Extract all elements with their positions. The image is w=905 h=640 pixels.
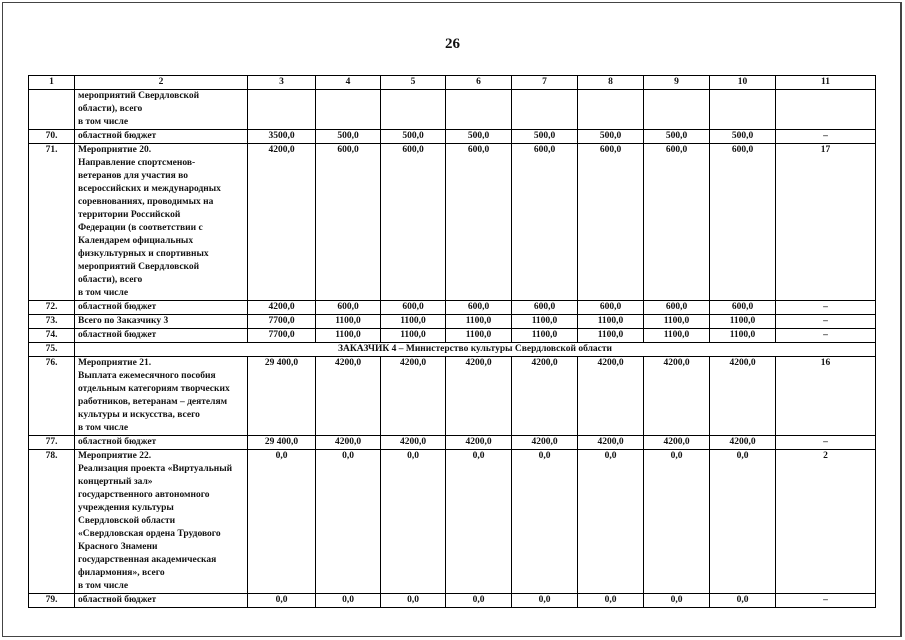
- value-cell: 600,0: [710, 144, 776, 301]
- value-cell: 1100,0: [578, 329, 644, 343]
- value-cell: 600,0: [512, 301, 578, 315]
- description-line: учреждения культуры: [78, 503, 174, 513]
- header-cell: 2: [75, 76, 248, 90]
- value-cell: 3500,0: [248, 130, 316, 144]
- value-cell: 1100,0: [381, 329, 446, 343]
- value-cell: [446, 90, 512, 130]
- value-cell: 600,0: [578, 301, 644, 315]
- budget-table: [28, 75, 876, 608]
- item-description: [75, 144, 248, 301]
- item-description: [75, 90, 248, 130]
- indicator-cell: –: [776, 594, 876, 608]
- value-cell: 600,0: [381, 301, 446, 315]
- value-cell: [316, 90, 381, 130]
- value-cell: 1100,0: [644, 329, 710, 343]
- value-cell: 0,0: [248, 450, 316, 594]
- value-cell: [710, 90, 776, 130]
- description-line: Календарем официальных: [78, 236, 194, 246]
- value-cell: 0,0: [578, 594, 644, 608]
- description-line: Свердловской области: [78, 516, 176, 526]
- value-cell: 1100,0: [446, 329, 512, 343]
- description-line: Мероприятие 22.: [78, 451, 152, 461]
- description-line: Мероприятие 21.: [78, 358, 152, 368]
- value-cell: 600,0: [316, 301, 381, 315]
- value-cell: 1100,0: [512, 315, 578, 329]
- value-cell: 500,0: [381, 130, 446, 144]
- value-cell: [578, 90, 644, 130]
- row-number: 71.: [29, 144, 75, 301]
- value-cell: 0,0: [710, 450, 776, 594]
- description-line: концертный зал»: [78, 477, 153, 487]
- value-cell: 500,0: [512, 130, 578, 144]
- description-line: Федерации (в соответствии с: [78, 223, 203, 233]
- value-cell: 1100,0: [381, 315, 446, 329]
- description-line: соревнованиях, проводимых на: [78, 197, 214, 207]
- value-cell: 4200,0: [446, 357, 512, 436]
- description-line: филармония», всего: [78, 568, 165, 578]
- indicator-cell: 16: [776, 357, 876, 436]
- header-cell: 7: [512, 76, 578, 90]
- indicator-cell: –: [776, 130, 876, 144]
- value-cell: 4200,0: [381, 436, 446, 450]
- value-cell: 4200,0: [381, 357, 446, 436]
- header-cell: 6: [446, 76, 512, 90]
- indicator-cell: –: [776, 436, 876, 450]
- description-line: физкультурных и спортивных: [78, 249, 209, 259]
- value-cell: 0,0: [316, 594, 381, 608]
- value-cell: 29 400,0: [248, 357, 316, 436]
- value-cell: 1100,0: [512, 329, 578, 343]
- value-cell: 0,0: [381, 450, 446, 594]
- header-cell: 11: [776, 76, 876, 90]
- value-cell: 0,0: [512, 450, 578, 594]
- row-number: 74.: [29, 329, 75, 343]
- header-cell: 9: [644, 76, 710, 90]
- description-line: областной бюджет: [78, 131, 157, 141]
- table-row: [29, 130, 876, 144]
- description-line: областной бюджет: [78, 302, 157, 312]
- item-description: [75, 329, 248, 343]
- value-cell: [644, 90, 710, 130]
- description-line: отдельным категориям творческих: [78, 384, 230, 394]
- value-cell: 600,0: [446, 301, 512, 315]
- value-cell: 0,0: [446, 594, 512, 608]
- value-cell: 600,0: [644, 144, 710, 301]
- value-cell: 4200,0: [644, 436, 710, 450]
- description-line: Мероприятие 20.: [78, 145, 152, 155]
- table-row: [29, 594, 876, 608]
- indicator-cell: [776, 90, 876, 130]
- row-number: [29, 90, 75, 130]
- value-cell: [512, 90, 578, 130]
- item-description: [75, 301, 248, 315]
- value-cell: 500,0: [316, 130, 381, 144]
- value-cell: 0,0: [644, 594, 710, 608]
- section-title: ЗАКАЗЧИК 4 – Министерство культуры Свердловской области: [75, 343, 876, 357]
- indicator-cell: 17: [776, 144, 876, 301]
- item-description: [75, 450, 248, 594]
- value-cell: 4200,0: [316, 357, 381, 436]
- description-line: Выплата ежемесячного пособия: [78, 371, 216, 381]
- item-description: [75, 130, 248, 144]
- value-cell: 1100,0: [710, 315, 776, 329]
- row-number: 77.: [29, 436, 75, 450]
- description-line: Направление спортсменов-: [78, 158, 196, 168]
- value-cell: [381, 90, 446, 130]
- value-cell: 500,0: [710, 130, 776, 144]
- value-cell: 4200,0: [512, 436, 578, 450]
- value-cell: 4200,0: [248, 144, 316, 301]
- row-number: 78.: [29, 450, 75, 594]
- description-line: ветеранов для участия во: [78, 171, 188, 181]
- description-line: Красного Знамени: [78, 542, 158, 552]
- description-line: государственная академическая: [78, 555, 217, 565]
- value-cell: 600,0: [644, 301, 710, 315]
- value-cell: 1100,0: [644, 315, 710, 329]
- table-row: [29, 357, 876, 436]
- description-line: работников, ветеранам – деятелям: [78, 397, 228, 407]
- value-cell: 500,0: [578, 130, 644, 144]
- item-description: [75, 357, 248, 436]
- value-cell: 1100,0: [316, 315, 381, 329]
- description-line: культуры и искусства, всего: [78, 410, 200, 420]
- indicator-cell: –: [776, 301, 876, 315]
- value-cell: 0,0: [446, 450, 512, 594]
- value-cell: 4200,0: [644, 357, 710, 436]
- value-cell: 4200,0: [512, 357, 578, 436]
- value-cell: 4200,0: [710, 357, 776, 436]
- table-row: [29, 450, 876, 594]
- header-cell: 5: [381, 76, 446, 90]
- header-row: [29, 76, 876, 90]
- page-number: 26: [445, 36, 460, 52]
- value-cell: 7700,0: [248, 315, 316, 329]
- value-cell: 1100,0: [316, 329, 381, 343]
- description-line: всероссийских и международных: [78, 184, 221, 194]
- value-cell: 0,0: [512, 594, 578, 608]
- table-row: [29, 436, 876, 450]
- value-cell: 4200,0: [446, 436, 512, 450]
- value-cell: 0,0: [578, 450, 644, 594]
- value-cell: 500,0: [446, 130, 512, 144]
- row-number: 76.: [29, 357, 75, 436]
- row-number: 75.: [29, 343, 75, 357]
- header-cell: 8: [578, 76, 644, 90]
- value-cell: 4200,0: [248, 301, 316, 315]
- value-cell: 0,0: [381, 594, 446, 608]
- value-cell: 4200,0: [578, 357, 644, 436]
- value-cell: 0,0: [644, 450, 710, 594]
- value-cell: 1100,0: [446, 315, 512, 329]
- value-cell: 4200,0: [316, 436, 381, 450]
- description-line: мероприятий Свердловской: [78, 91, 200, 101]
- indicator-cell: –: [776, 329, 876, 343]
- value-cell: 600,0: [512, 144, 578, 301]
- table-row: [29, 301, 876, 315]
- row-number: 70.: [29, 130, 75, 144]
- header-cell: 4: [316, 76, 381, 90]
- description-line: в том числе: [78, 117, 129, 127]
- value-cell: 0,0: [316, 450, 381, 594]
- description-line: государственного автономного: [78, 490, 210, 500]
- description-line: «Свердловская ордена Трудового: [78, 529, 221, 539]
- item-description: [75, 315, 248, 329]
- value-cell: 0,0: [710, 594, 776, 608]
- table-row: [29, 315, 876, 329]
- value-cell: 7700,0: [248, 329, 316, 343]
- table-row: [29, 90, 876, 130]
- description-line: в том числе: [78, 288, 129, 298]
- item-description: [75, 436, 248, 450]
- description-line: Всего по Заказчику 3: [78, 316, 169, 326]
- value-cell: 29 400,0: [248, 436, 316, 450]
- value-cell: 600,0: [446, 144, 512, 301]
- value-cell: 4200,0: [578, 436, 644, 450]
- table-row: [29, 343, 876, 357]
- table-row: [29, 329, 876, 343]
- value-cell: 1100,0: [578, 315, 644, 329]
- description-line: территории Российской: [78, 210, 181, 220]
- description-line: в том числе: [78, 423, 129, 433]
- row-number: 72.: [29, 301, 75, 315]
- description-line: мероприятий Свердловской: [78, 262, 200, 272]
- value-cell: 600,0: [381, 144, 446, 301]
- row-number: 73.: [29, 315, 75, 329]
- value-cell: 500,0: [644, 130, 710, 144]
- description-line: областной бюджет: [78, 595, 157, 605]
- value-cell: 0,0: [248, 594, 316, 608]
- header-cell: 1: [29, 76, 75, 90]
- value-cell: [248, 90, 316, 130]
- value-cell: 600,0: [710, 301, 776, 315]
- description-line: областной бюджет: [78, 437, 157, 447]
- value-cell: 600,0: [316, 144, 381, 301]
- item-description: [75, 594, 248, 608]
- description-line: области), всего: [78, 275, 143, 285]
- indicator-cell: 2: [776, 450, 876, 594]
- header-cell: 10: [710, 76, 776, 90]
- table-row: [29, 144, 876, 301]
- row-number: 79.: [29, 594, 75, 608]
- header-cell: 3: [248, 76, 316, 90]
- value-cell: 1100,0: [710, 329, 776, 343]
- value-cell: 4200,0: [710, 436, 776, 450]
- description-line: областной бюджет: [78, 330, 157, 340]
- indicator-cell: –: [776, 315, 876, 329]
- value-cell: 600,0: [578, 144, 644, 301]
- description-line: Реализация проекта «Виртуальный: [78, 464, 233, 474]
- description-line: в том числе: [78, 581, 129, 591]
- description-line: области), всего: [78, 104, 143, 114]
